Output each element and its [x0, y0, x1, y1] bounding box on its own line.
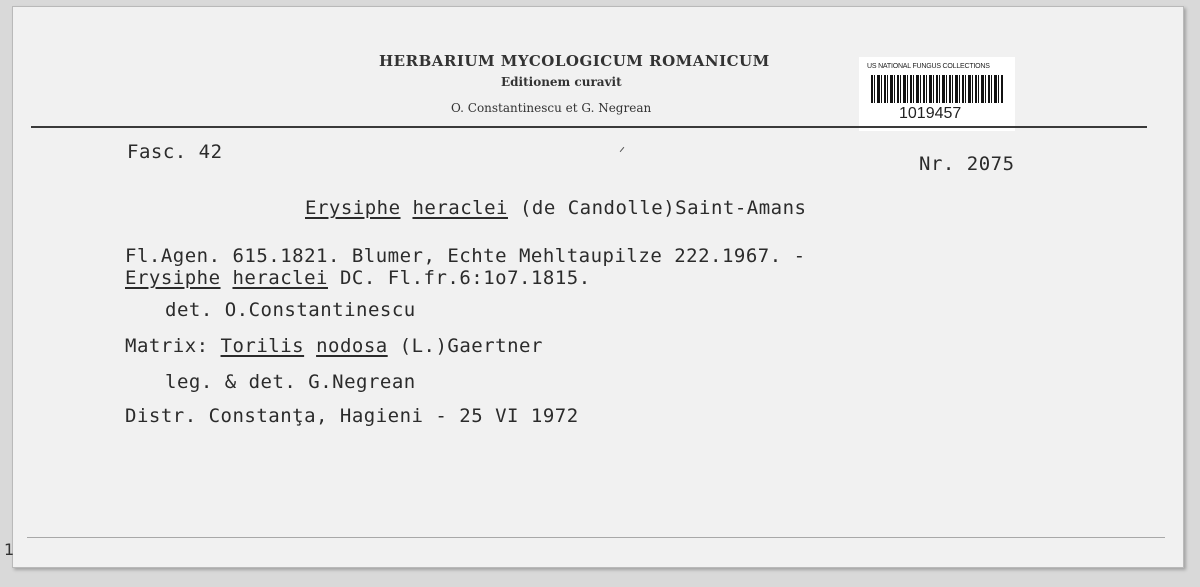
specimen-number: Nr. 2075: [919, 153, 1015, 175]
barcode-icon: [871, 75, 1003, 103]
determiner: det. O.Constantinescu: [165, 299, 416, 321]
matrix-line: [125, 335, 543, 357]
matrix-genus: Torilis: [220, 335, 305, 357]
pencil-mark: [620, 147, 625, 152]
header-title: HERBARIUM MYCOLOGICUM ROMANICUM: [379, 52, 770, 70]
species-author: (de Candolle)Saint-Amans: [519, 197, 807, 219]
literature-line-2: [125, 267, 591, 289]
matrix-author: (L.)Gaertner: [399, 335, 543, 357]
species-epithet: heraclei: [412, 197, 508, 219]
locality: Distr. Constanţa, Hagieni - 25 VI 1972: [125, 405, 579, 427]
barcode-collection: US NATIONAL FUNGUS COLLECTIONS: [867, 63, 990, 70]
synonym-genus: Erysiphe: [125, 267, 221, 289]
fascicle-number: Fasc. 42: [127, 141, 223, 163]
header-subtitle: Editionem curavit: [501, 75, 622, 89]
margin-mark: 1: [4, 540, 15, 559]
matrix-epithet: nodosa: [316, 335, 388, 357]
synonym-epithet: heraclei: [232, 267, 328, 289]
species-name: [305, 197, 806, 219]
literature-line-1: Fl.Agen. 615.1821. Blumer, Echte Mehltaupilze 222.1967. -: [125, 245, 806, 267]
herbarium-label: [12, 6, 1184, 568]
collector: leg. & det. G.Negrean: [165, 371, 416, 393]
species-genus: Erysiphe: [305, 197, 401, 219]
header-divider: [31, 126, 1147, 128]
barcode-number: 1019457: [899, 105, 962, 122]
barcode-sticker: [859, 57, 1015, 131]
bottom-border-line: [27, 537, 1165, 538]
header-editors: O. Constantinescu et G. Negrean: [451, 101, 652, 115]
synonym-reference: DC. Fl.fr.6:1o7.1815.: [339, 267, 591, 289]
matrix-label: Matrix:: [125, 335, 209, 357]
